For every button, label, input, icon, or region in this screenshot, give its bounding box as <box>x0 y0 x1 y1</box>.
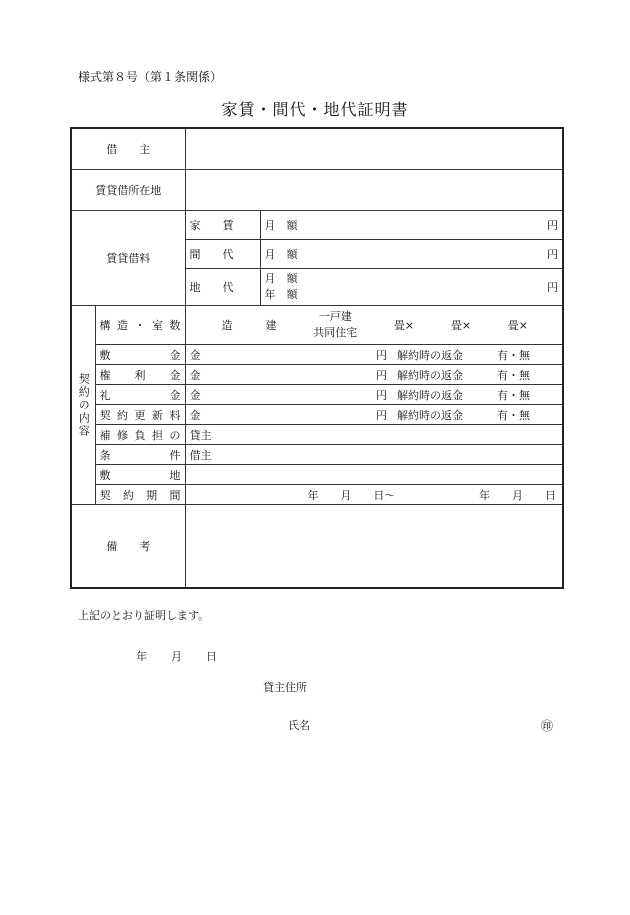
period-label: 月 額 <box>264 248 298 261</box>
construction-label: 造 建 <box>221 319 277 332</box>
address-row <box>71 170 563 211</box>
landlord-name-label: 氏名 <box>288 719 310 732</box>
yen-unit: 円 <box>547 219 558 232</box>
month-label: 月 <box>340 488 352 502</box>
period-label: 月 額 <box>264 219 298 232</box>
money-label: 権 利 金 <box>95 365 185 385</box>
rent-type-label: 家 賃 <box>185 211 260 240</box>
structure-label: 構造・室数 <box>95 306 185 345</box>
yes-no-option[interactable]: 有・無 <box>497 388 530 402</box>
tenant-field[interactable] <box>185 128 563 170</box>
rent-amount-field[interactable] <box>260 211 563 240</box>
money-field[interactable] <box>185 385 563 405</box>
day-label: 日～ <box>373 488 396 502</box>
yen-unit: 円 <box>376 348 387 362</box>
tenant-row <box>71 128 563 170</box>
refund-label: 解約時の返金 <box>397 408 463 422</box>
repair-label: 条 件 <box>95 445 185 465</box>
day-label: 日 <box>544 488 556 502</box>
term-row <box>71 485 563 505</box>
remarks-row <box>71 505 563 589</box>
apartment-option: 共同住宅 <box>313 326 358 339</box>
rent-type-label: 地 代 <box>185 269 260 306</box>
rent-type-label: 間 代 <box>185 240 260 269</box>
year-label: 年 <box>479 488 491 502</box>
certificate-table <box>70 127 564 589</box>
money-prefix: 金 <box>189 408 201 422</box>
form-number: 様式第８号（第１条関係） <box>78 70 223 84</box>
land-label: 敷 地 <box>95 465 185 485</box>
rent-amount-field[interactable] <box>260 269 563 306</box>
refund-label: 解約時の返金 <box>397 348 463 362</box>
land-field[interactable] <box>185 465 563 485</box>
term-field[interactable] <box>185 485 563 505</box>
land-row <box>71 465 563 485</box>
month-label: 月 <box>512 488 524 502</box>
period-label: 年 額 <box>264 288 298 301</box>
yen-unit: 円 <box>376 368 387 382</box>
money-prefix: 金 <box>189 348 201 362</box>
yes-no-option[interactable]: 有・無 <box>497 368 530 382</box>
address-label: 賃貸借所在地 <box>71 170 185 211</box>
renewal-fee-row <box>71 405 563 425</box>
lessor-label: 貸主 <box>189 428 212 442</box>
money-label: 契約更新料 <box>95 405 185 425</box>
yen-unit: 円 <box>376 408 387 422</box>
repair-lessee-field[interactable] <box>185 445 563 465</box>
yen-unit: 円 <box>547 281 558 294</box>
repair-row-lessee <box>71 445 563 465</box>
deposit-row <box>71 345 563 365</box>
seal-icon: ㊞ <box>541 719 554 733</box>
year-label: 年 <box>136 650 147 663</box>
single-house-option: 一戸建 <box>318 310 352 323</box>
rent-row-house <box>71 211 563 240</box>
term-label: 契約期間 <box>95 485 185 505</box>
month-label: 月 <box>171 650 182 663</box>
money-field[interactable] <box>185 345 563 365</box>
money-label: 敷 金 <box>95 345 185 365</box>
contract-content-label: 契約の内容 <box>71 306 95 505</box>
gratuity-row <box>71 385 563 405</box>
rent-label: 賃貸借料 <box>71 211 185 306</box>
repair-row-lessor <box>71 425 563 445</box>
money-field[interactable] <box>185 405 563 425</box>
key-money-row <box>71 365 563 385</box>
lessee-label: 借主 <box>189 448 212 462</box>
repair-lessor-field[interactable] <box>185 425 563 445</box>
money-field[interactable] <box>185 365 563 385</box>
year-label: 年 <box>307 488 319 502</box>
day-label: 日 <box>206 650 217 663</box>
repair-label: 補修負担の <box>95 425 185 445</box>
document-title: 家賃・間代・地代証明書 <box>221 100 409 119</box>
remarks-field[interactable] <box>185 505 563 589</box>
tatami-count: 畳× <box>450 319 472 332</box>
tenant-label: 借 主 <box>71 128 185 170</box>
remarks-label: 備 考 <box>71 505 185 589</box>
closing-statement: 上記のとおり証明します。 <box>78 609 210 622</box>
structure-field[interactable] <box>185 306 563 345</box>
tatami-count: 畳× <box>507 319 528 332</box>
landlord-address-label: 貸主住所 <box>263 681 307 694</box>
yen-unit: 円 <box>547 248 558 261</box>
rent-amount-field[interactable] <box>260 240 563 269</box>
yes-no-option[interactable]: 有・無 <box>497 348 530 362</box>
money-label: 礼 金 <box>95 385 185 405</box>
tatami-count: 畳× <box>393 319 415 332</box>
yen-unit: 円 <box>376 388 387 402</box>
period-label: 月 額 <box>264 272 298 285</box>
refund-label: 解約時の返金 <box>397 388 463 402</box>
money-prefix: 金 <box>189 388 201 402</box>
refund-label: 解約時の返金 <box>397 368 463 382</box>
structure-row <box>71 306 563 345</box>
money-prefix: 金 <box>189 368 201 382</box>
yes-no-option[interactable]: 有・無 <box>497 408 530 422</box>
address-field[interactable] <box>185 170 563 211</box>
issue-date[interactable] <box>136 648 217 664</box>
